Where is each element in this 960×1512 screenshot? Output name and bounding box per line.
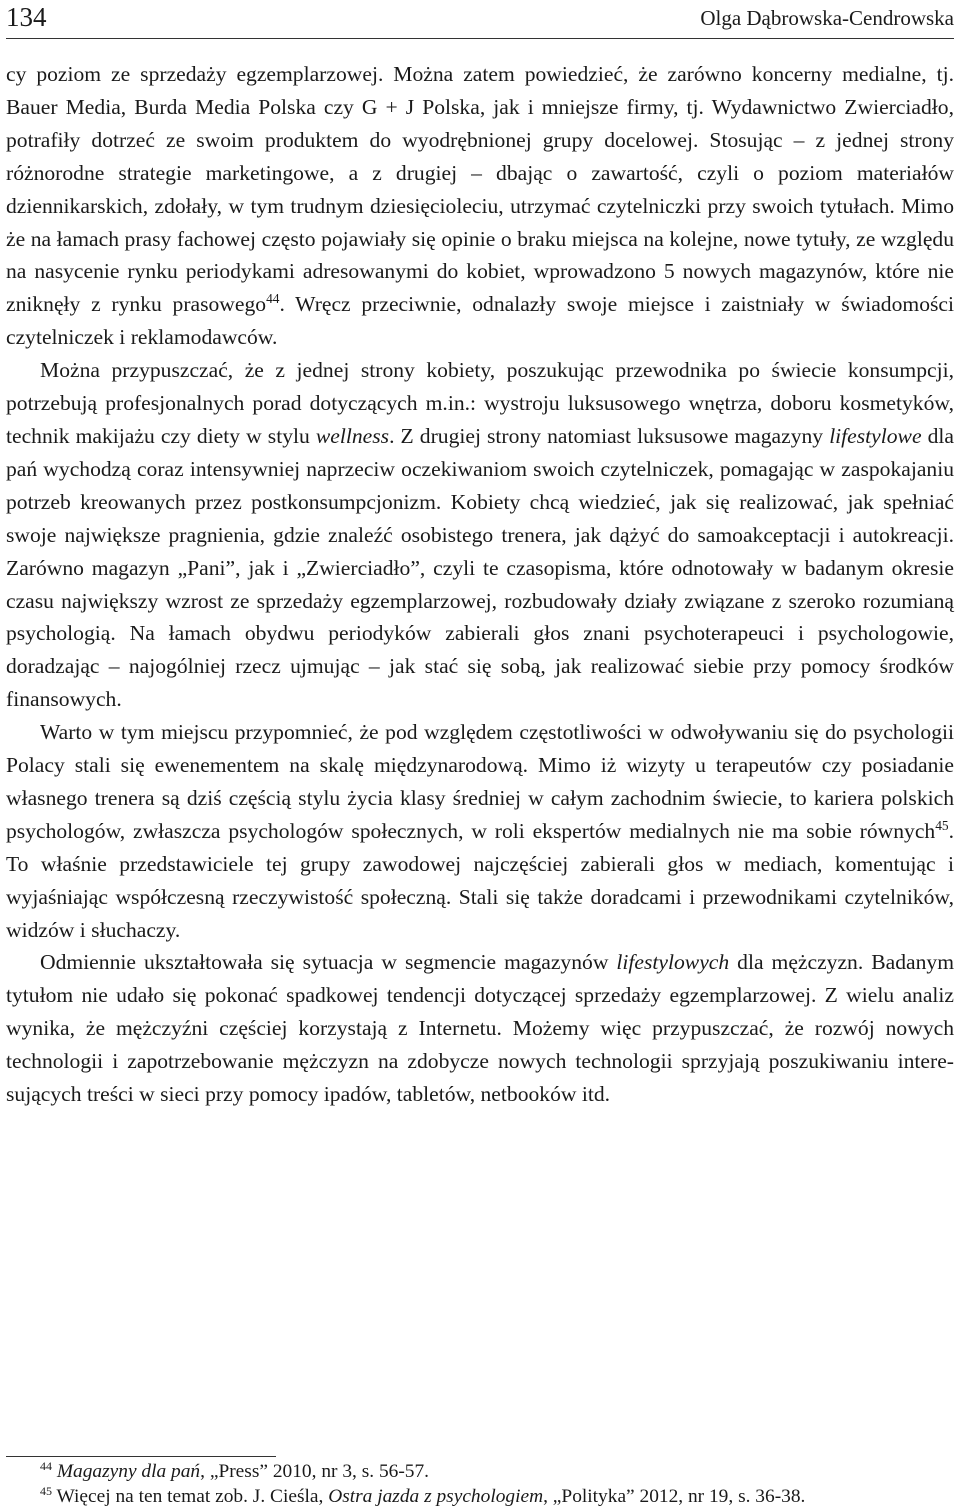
text-run: , „Polityka” 2012, nr 19, s. 36-38.	[543, 1486, 806, 1507]
italic-text: lifestylowe	[829, 423, 922, 448]
running-head-author: Olga Dąbrowska-Cendrowska	[700, 6, 954, 30]
page-header	[6, 0, 954, 39]
text-run: Można przypuszczać, że z jednej strony kobiety, poszukując przewodnika po świecie konsumpcji, potrzebują profesjonalnych porad dotyczących m.in.: wystroju luksusowego wnętrza, doboru kosmetyków, technik makijażu czy diety w stylu	[6, 358, 954, 448]
text-run: dla pań wychodzą coraz intensywniej naprzeciw oczekiwaniom swoich czytelniczek, pomagając w zaspokajaniu potrzeb kreowanych przez postkonsumpcjonizm. Kobiety chcą wiedzieć, jak się realizować, jak spełniać swoje największe pragnienia, gdzie znaleźć osobistego trenera, jak dążyć do samoakceptacji i autokreacji. Zarówno magazyn „Pani”, jak i „Zwierciadło”, czyli te czasopisma, które odnotowały w badanym okresie czasu największy wzrost ze sprzedaży egzemplarzowej, rozbudowały działy związane z szeroko rozumianą psychologią. Na łamach obydwu periodyków zabierali głos znani psychoterapeuci i psychologowie, doradzając – najogólniej rzecz ujmując – jak stać się sobą, jak realizować siebie przy pomocy środków finansowych.	[6, 423, 955, 712]
text-run: . To właśnie przedstawiciele tej grupy zawodowej najczęściej zabierali głos w mediach, komentując i wyjaśniając współczesną rzeczywistość społeczną. Stali się także doradcami i przewodnikami czytelników, widzów i słuchaczy.	[6, 818, 954, 942]
body-text	[6, 58, 954, 1111]
text-run: . Z drugiej strony natomiast luksusowe magazyny	[389, 423, 830, 448]
text-run: cy poziom ze sprzedaży egzemplarzowej. Można zatem powiedzieć, że zarówno koncerny medialne, tj. Bauer Media, Burda Media Polska czy G + J Polska, jak i mniejsze firmy, tj. Wydawnictwo Zwierciadło, potrafiły dotrzeć ze swoim produktem do wyodrębnionej grupy docelowej. Stosując – z jednej strony różnorodne strategie marketingowe, a z drugiej – dbając o zawartość, czyli o poziom materiałów dziennikarskich, zdołały, w tym trudnym dziesięcioleciu, utrzymać czytelniczki przy swoich tytułach. Mimo że na łamach prasy fachowej często pojawiały się opinie o braku miejsca na kolejne, nowe tytuły, ze względu na nasycenie rynku periodykami adresowanymi do kobiet, wprowadzono 5 nowych magazynów, które nie zniknęły z rynku prasowego	[6, 62, 954, 317]
text-run: Odmiennie ukształtowała się sytuacja w segmencie magazynów	[40, 950, 617, 975]
footnote-reference: 44	[266, 291, 280, 307]
paragraph	[6, 716, 954, 946]
paragraph	[6, 354, 954, 716]
footnote-reference: 45	[935, 818, 949, 834]
text-run: dla mężczyzn. Badanym tytułom nie udało się pokonać spadkowej tendencji dotyczącej sprzedaży egzemplarzowej. Z wielu analiz wynika, że mężczyźni częściej korzystają z Internetu. Możemy więc przypuszczać, że rozwój nowych technologii i zapotrzebowanie mężczyzn na zdobycze nowych technologii sprzyjają poszukiwaniu interesujących treści w sieci przy pomocy ipadów, tabletów, netbooków itd.	[6, 950, 954, 1107]
paragraph	[6, 58, 954, 354]
italic-text: lifestylowych	[616, 950, 730, 975]
text-run: . Wręcz przeciwnie, odnalazły swoje miejsce i zaistniały w świadomości czytelniczek i reklamodawców.	[6, 292, 954, 350]
italic-text: Magazyny dla pań	[56, 1461, 201, 1482]
italic-text: wellness	[315, 423, 390, 448]
footnote-44	[6, 1459, 954, 1484]
footnote-45	[6, 1484, 954, 1509]
footnotes	[6, 1459, 954, 1509]
footnote-reference: 44	[40, 1459, 53, 1474]
text-run: Więcej na ten temat zob. J. Cieśla,	[52, 1486, 329, 1507]
text-run: Warto w tym miejscu przypomnieć, że pod względem częstotliwości w odwoływaniu się do psychologii Polacy stali się ewenementem na skalę międzynarodową. Mimo iż wizyty u terapeutów czy posiadanie własnego trenera są dziś częścią stylu życia klasy średniej w całym zachodnim świecie, to kariera polskich psychologów, zwłaszcza psychologów społecznych, w roli ekspertów medialnych nie ma sobie równych	[6, 720, 954, 843]
footnote-separator	[6, 1456, 276, 1457]
text-run: , „Press” 2010, nr 3, s. 56-57.	[200, 1461, 430, 1482]
paragraph	[6, 946, 954, 1111]
footnote-reference: 45	[40, 1484, 53, 1499]
page-number: 134	[6, 2, 47, 32]
italic-text: Ostra jazda z psychologiem	[328, 1486, 544, 1507]
